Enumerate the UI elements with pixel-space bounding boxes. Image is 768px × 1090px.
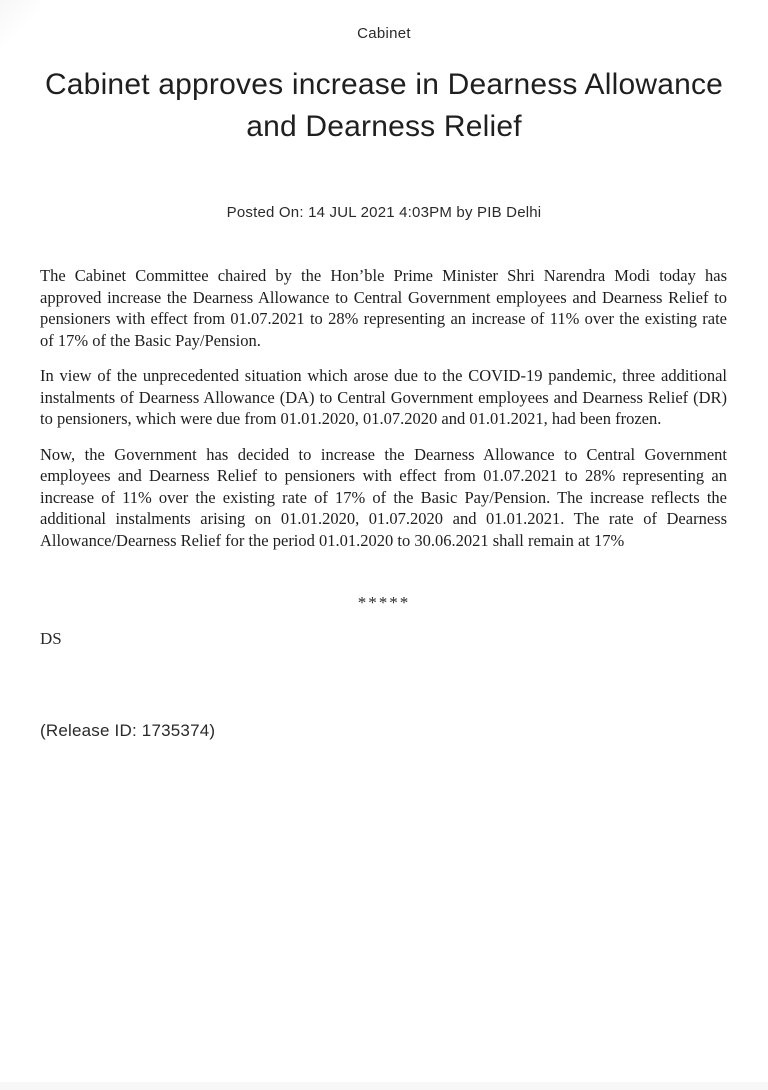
document-body: [40, 265, 727, 551]
page-title: Cabinet approves increase in Dearness Allowance and Dearness Relief: [44, 68, 724, 143]
scan-artifact-corner: [0, 0, 40, 60]
asterisk-separator: *****: [357, 593, 411, 612]
body-paragraph-2: In view of the unprecedented situation which arose due to the COVID-19 pandemic, three additional instalments of Dearness Allowance (DA) to Central Government employees and Dearness Relief (DR) to pensioners, which were due from 01.01.2020, 01.07.2020 and 01.01.2021, had been frozen.: [40, 366, 727, 428]
release-id-label: (Release ID: 1735374): [40, 721, 216, 740]
body-paragraph-1: The Cabinet Committee chaired by the Hon’ble Prime Minister Shri Narendra Modi today has approved increase the Dearness Allowance to Central Government employees and Dearness Relief to pensioners with effect from 01.07.2021 to 28% representing an increase of 11% over the existing rate of 17% of the Basic Pay/Pension.: [40, 266, 727, 350]
posted-on-line: Posted On: 14 JUL 2021 4:03PM by PIB Delhi: [226, 204, 542, 221]
scan-artifact-bottom-edge: [0, 1082, 768, 1090]
body-paragraph-3: Now, the Government has decided to increase the Dearness Allowance to Central Government employees and Dearness Relief to pensioners with effect from 01.07.2021 to 28% representing an increase of 11% over the existing rate of 17% of the Basic Pay/Pension. The increase reflects the additional instalments arising on 01.01.2020, 01.07.2020 and 01.01.2021. The rate of Dearness Allowance/Dearness Relief for the period 01.01.2020 to 30.06.2021 shall remain at 17%: [40, 444, 727, 550]
author-initials: DS: [40, 629, 62, 648]
ministry-label: Cabinet: [357, 25, 411, 42]
